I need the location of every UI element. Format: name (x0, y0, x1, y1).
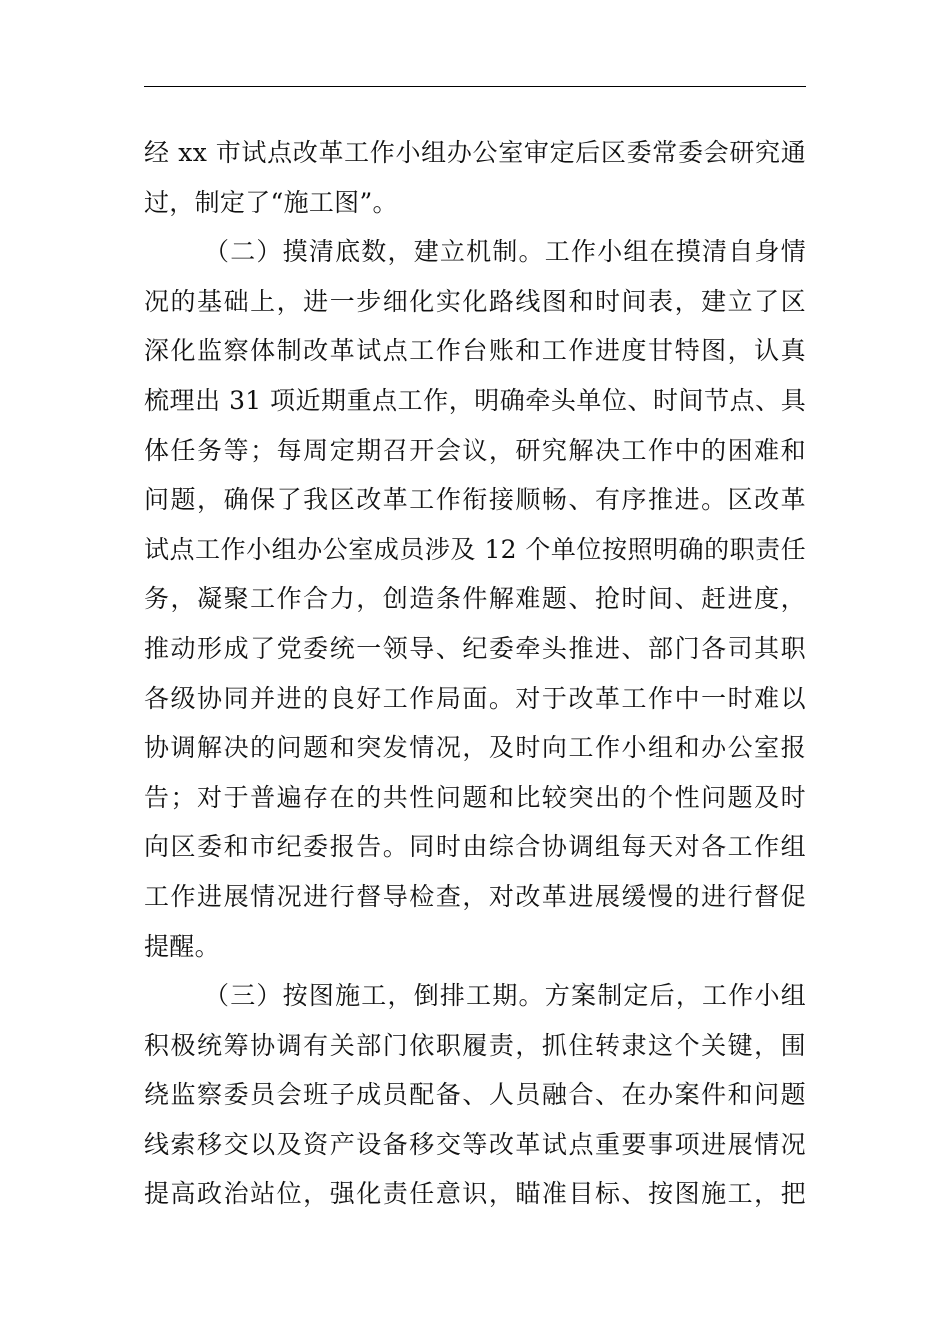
text-line: （二）摸清底数，建立机制。工作小组在摸清自身情 (204, 237, 806, 267)
text-line: 推动形成了党委统一领导、纪委牵头推进、部门各司其职 (144, 633, 806, 663)
text-line: （三）按图施工，倒排工期。方案制定后，工作小组 (204, 981, 806, 1011)
paragraph-section-3 (144, 971, 806, 1219)
paragraph-continued (144, 128, 806, 227)
text-line: 体任务等；每周定期召开会议，研究解决工作中的困难和 (144, 435, 806, 465)
text-line: 况的基础上，进一步细化实化路线图和时间表，建立了区 (144, 286, 806, 316)
text-line: 试点工作小组办公室成员涉及 12 个单位按照明确的职责任 (144, 534, 806, 564)
text-line: 告；对于普遍存在的共性问题和比较突出的个性问题及时 (144, 782, 806, 812)
text-line: 过，制定了“施工图”。 (144, 187, 398, 217)
text-line: 绕监察委员会班子成员配备、人员融合、在办案件和问题 (144, 1080, 806, 1110)
text-line: 协调解决的问题和突发情况，及时向工作小组和办公室报 (144, 733, 806, 763)
header-rule (144, 86, 806, 87)
text-line: 经 xx 市试点改革工作小组办公室审定后区委常委会研究通 (144, 138, 806, 167)
text-line: 线索移交以及资产设备移交等改革试点重要事项进展情况 (144, 1129, 806, 1159)
text-line: 提高政治站位，强化责任意识，瞄准目标、按图施工，把 (144, 1179, 806, 1209)
text-line: 提醒。 (144, 931, 220, 961)
text-line: 深化监察体制改革试点工作台账和工作进度甘特图，认真 (144, 336, 806, 366)
text-line: 务，凝聚工作合力，创造条件解难题、抢时间、赶进度， (144, 584, 806, 614)
text-line: 问题，确保了我区改革工作衔接顺畅、有序推进。区改革 (144, 485, 806, 515)
text-line: 梳理出 31 项近期重点工作，明确牵头单位、时间节点、具 (144, 385, 806, 415)
text-line: 各级协同并进的良好工作局面。对于改革工作中一时难以 (144, 683, 806, 713)
text-line: 工作进展情况进行督导检查，对改革进展缓慢的进行督促 (144, 881, 806, 911)
text-line: 积极统筹协调有关部门依职履责，抓住转隶这个关键，围 (144, 1030, 806, 1060)
document-body (144, 128, 806, 1219)
text-line: 向区委和市纪委报告。同时由综合协调组每天对各工作组 (144, 832, 806, 862)
paragraph-section-2 (144, 227, 806, 971)
